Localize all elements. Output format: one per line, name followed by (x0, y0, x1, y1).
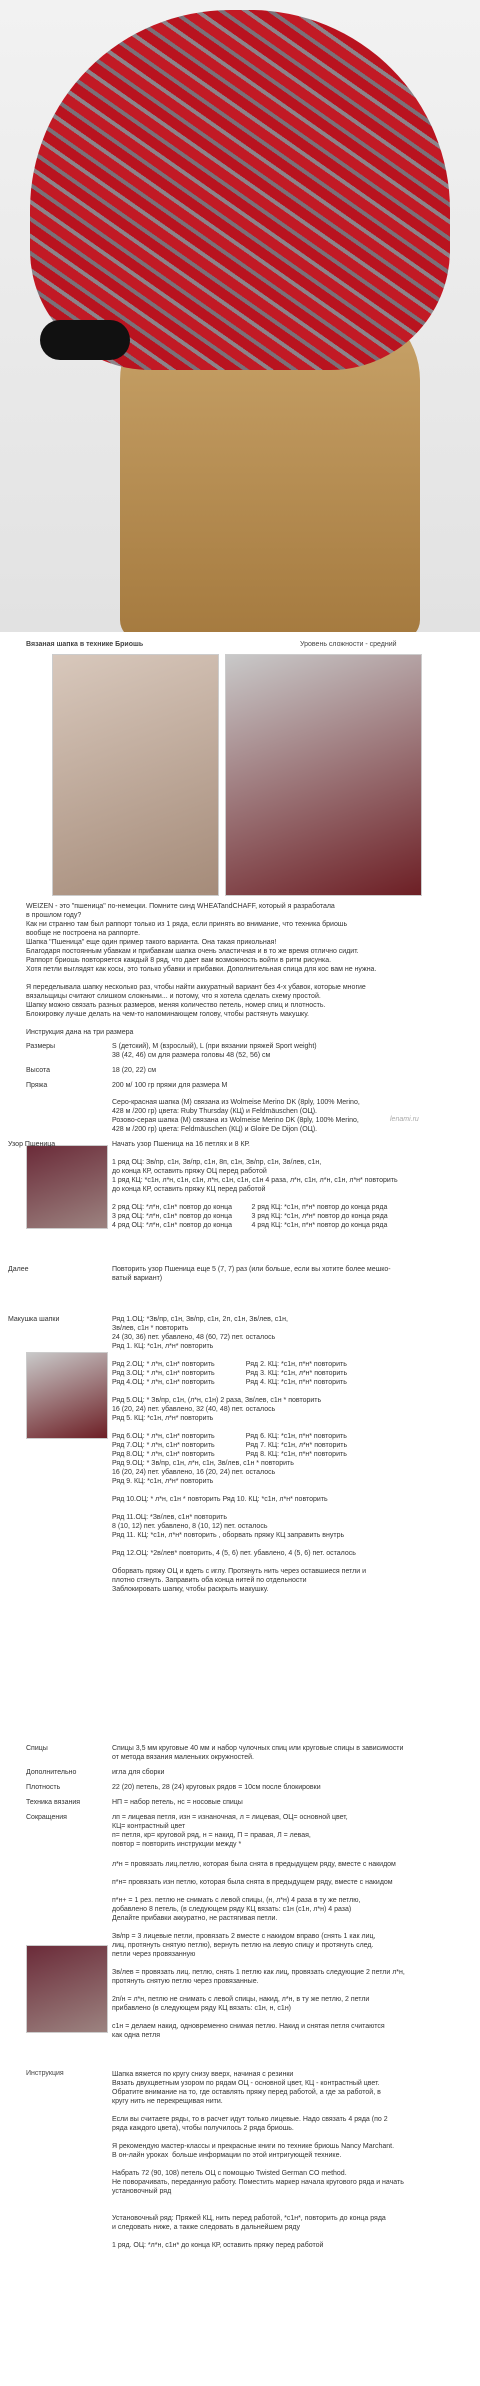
abbrev-line: прибавлено (в следующем ряду КЦ вязать: с1н, н, с1н) (112, 2005, 292, 2012)
intro (26, 902, 456, 1019)
instruction-line: Если вы считаете ряды, то в расчет идут только лицевые. Надо связать 4 ряда (по 2 (112, 2116, 388, 2123)
abbrev-line: Зв/пр = 3 лицевые петли, провязать 2 вместе с накидом вправо (снять 1 как лиц, (112, 1933, 376, 1940)
abbrev-line (112, 1959, 462, 1968)
instruction-line (112, 2196, 462, 2205)
abbrev-line (112, 1986, 462, 1995)
abbrev-line (112, 1923, 462, 1932)
abbrev (112, 1860, 462, 2040)
intro-line: Я переделывала шапку несколько раз, чтобы найти аккуратный вариант без 4-х убавок, которые многие (26, 984, 366, 991)
instruction-line (112, 2232, 462, 2241)
section-line: 24 (30, 36) пет. убавлено, 48 (60, 72) пет. осталось (112, 1334, 276, 1341)
yarn-line: Розово-серая шапка (М) связана из Wolmeise Merino DK (8ply, 100% Merino, (112, 1117, 359, 1124)
spec-key: Дополнительно (26, 1769, 77, 1776)
section-line (112, 1486, 462, 1495)
intro-line: в прошлом году? (26, 912, 82, 919)
abbrev-line: протянуть снятую петлю через провязанные. (112, 1978, 259, 1985)
hero-photo (0, 0, 480, 632)
spec-key: Плотность (26, 1784, 61, 1791)
spec-value: S (детский), M (взрослый), L (при вязании пряжей Sport weight) 38 (42, 46) см для размера головы 48 (52, 56) см (112, 1043, 317, 1059)
spec-row (26, 1783, 466, 1792)
spec-value: Спицы 3,5 мм круговые 40 мм и набор чулочных спиц или круговые спицы в зависимости от метода вязания маленьких окружностей. (112, 1745, 404, 1761)
instruction-line: установочный ряд (112, 2188, 172, 2195)
section-line: Ряд 1.ОЦ: *Зв/пр, с1н, Зв/пр, с1н, 2п, с1н, Зв/лев, с1н, (112, 1316, 288, 1323)
section-line (112, 1504, 462, 1513)
instruction-line (112, 2160, 462, 2169)
yarn-line: 428 м /200 гр) цвета: Feldmäuschen (КЦ) и Gloire De Dijon (ОЦ). (112, 1126, 318, 1133)
watermark: lenami.ru (390, 1116, 419, 1123)
intro-line: Как ни странно там был раппорт только из 1 ряда, если принять во внимание, что техника бриошь (26, 921, 348, 928)
section-line: Оборвать пряжу ОЦ и вдеть с иглу. Протянуть нить через оставшиеся петли и (112, 1568, 367, 1575)
spec-key: Высота (26, 1067, 51, 1074)
abbrev-line: л*н = провязать лиц.петлю, которая была снята в предыдущем ряду, вместе с накидом (112, 1861, 396, 1868)
section-label: Узор Пшеница (8, 1141, 56, 1148)
instruction-line: Набрать 72 (90, 108) петель ОЦ с помощью Twisted German CO method. (112, 2170, 347, 2177)
spec-value: 18 (20, 22) см (112, 1067, 157, 1074)
spec-key: Сокращения (26, 1814, 67, 1821)
spec-value: лп = лицевая петля, изн = изнаночная, л = лицевая, ОЦ= основной цвет, КЦ= контрастный цвет п= петля, кр= круговой ряд, н = накид, П = правая, Л = левая, повтор = повторить инструкции между * (112, 1814, 348, 1848)
section-line: Ряд 7.ОЦ: * л*н, с1н* повторить Ряд 7. КЦ: *с1н, л*н* повторить (112, 1442, 348, 1449)
photo-crown (26, 1352, 108, 1439)
section-line: Ряд 12.ОЦ: *2в/лев* повторить, 4 (5, 6) пет. убавлено, 4 (5, 6) пет. осталось (112, 1550, 356, 1557)
section-line: 16 (20, 24) пет. убавлено, 16 (20, 24) пет. осталось (112, 1469, 276, 1476)
abbrev-line: с1н = делаем накид, одновременно снимая петлю. Накид и снятая петля считаются (112, 2023, 385, 2030)
section-line (112, 1558, 462, 1567)
instruction-line: Обратите внимание на то, где оставлять пряжу перед работой, а где за работой, в (112, 2089, 381, 2096)
spec-key: Пряжа (26, 1082, 48, 1089)
photo-red-hat (225, 654, 422, 896)
instruction-line (112, 2106, 462, 2115)
abbrev-line: добавлено 8 петель, (в следующем ряду КЦ вязать: с1н (с1н, л*н) 4 раза) (112, 1906, 352, 1913)
section-line: Ряд 2.ОЦ: * л*н, с1н* повторить Ряд 2. КЦ: *с1н, п*н* повторить (112, 1361, 347, 1368)
section-line: Повторить узор Пшеница еще 5 (7, 7) раз (или больше, если вы хотите более мешко- (112, 1266, 391, 1273)
section-line: 3 ряд ОЦ: *л*н, с1н* повтор до конца 3 ряд КЦ: *с1н, л*н* повтор до конца ряда (112, 1213, 388, 1220)
instruction-line: ряда каждого цвета), чтобы получилось 2 ряда бриошь. (112, 2125, 294, 2132)
spec-value: 200 м/ 100 гр пряжи для размера M (112, 1082, 228, 1089)
abbrev-line: Делайте прибавки аккуратно, не растягивая петли. (112, 1915, 278, 1922)
section-line: ватый вариант) (112, 1275, 163, 1282)
instruction (112, 2070, 462, 2250)
spec-row (26, 1066, 456, 1075)
intro-line: Шапка "Пшеница" еще один пример такого варианта. Она такая прикольная! (26, 939, 277, 946)
section-line (112, 1351, 462, 1360)
instruction-line: Установочный ряд: Пряжей КЦ, нить перед работой, *с1н*, повторить до конца ряда (112, 2215, 386, 2222)
intro-line (26, 974, 456, 983)
section-line: плотно стянуть. Заправить оба конца нитей по отдельности (112, 1577, 307, 1584)
section-line: 1 ряд КЦ: *с1н, л*н, с1н, с1н, л*н, с1н, с1н, с1н 4 раза, л*н, с1н, л*н, с1н, л*н* повторить (112, 1177, 398, 1184)
spec-row (26, 1744, 466, 1762)
intro-line: Благодаря постоянным убавкам и прибавкам шапка очень эластичная и в то же время отлично сидит. (26, 948, 359, 955)
abbrev-line: Зв/лев = провязать лиц. петлю, снять 1 петлю как лиц, провязать следующие 2 петли л*н, (112, 1969, 405, 1976)
instruction-line (112, 2133, 462, 2142)
section-line (112, 1423, 462, 1432)
intro-line: Шапку можно связать разных размеров, меняя количество петель, номер спиц и плотность. (26, 1002, 326, 1009)
intro-line: вязальщицы считают слишком сложными... и потому, что я хотела сделать схему простой. (26, 993, 321, 1000)
spec-key: Техника вязания (26, 1799, 81, 1806)
instruction-line: кругу нить не перекрещивая нити. (112, 2098, 223, 2105)
section-line: Ряд 6.ОЦ: * л*н, с1н* повторить Ряд 6. КЦ: *с1н, п*н* повторить (112, 1433, 347, 1440)
intro-line: WEIZEN - это "пшеница" по-немецки. Помните синд WHEATandCHAFF, который я разработала (26, 903, 335, 910)
difficulty: Уровень сложности - средний (300, 641, 397, 648)
abbrev-line: п*н= провязать изн петлю, которая была снята в предыдущем ряду, вместе с накидом (112, 1879, 393, 1886)
knit-hat (30, 10, 450, 370)
section-line (112, 1387, 462, 1396)
instruction-line: В он-лайн уроках больше информации по этой интригующей технике. (112, 2152, 342, 2159)
instruction-line: Не поворачивать, переданную работу. Поместить маркер начала кругового ряда и начать (112, 2179, 404, 2186)
intro-line: Раппорт бриошь повторяется каждый 8 ряд, что дает вам возможность войти в ритм рисунка. (26, 957, 332, 964)
instruction-line: Шапка вяжется по кругу снизу вверх, начиная с резинки (112, 2071, 294, 2078)
spec-value: игла для сборки (112, 1769, 165, 1776)
abbrev-line (112, 2013, 462, 2022)
abbrev-line: лиц, протянуть снятую петлю), вернуть петлю на левую спицу и протянуть след. (112, 1942, 374, 1949)
abbrev-line (112, 1869, 462, 1878)
intro-line: Хотя петли выглядят как косы, это только убавки и прибавки. Дополнительная спица для кос вам не нужна. (26, 966, 377, 973)
section-line: до конца КР, оставить пряжу КЦ перед работой (112, 1186, 266, 1193)
intro-line: вообще не построена на раппорте. (26, 930, 141, 937)
section-line: 4 ряд ОЦ: *л*н, с1н* повтор до конца 4 ряд КЦ: *с1н, п*н* повтор до конца ряда (112, 1222, 388, 1229)
abbrev-line: петли через провязанную (112, 1951, 196, 1958)
spec-row (26, 1081, 456, 1090)
section-line: 2 ряд ОЦ: *л*н, с1н* повтор до конца 2 ряд КЦ: *с1н, п*н* повтор до конца ряда (112, 1204, 388, 1211)
section-line: Ряд 11. КЦ: *с1н, л*н* повторить , оборвать пряжу КЦ заправить внутрь (112, 1532, 345, 1539)
abbrev-line: 2п/н = л*н, петлю не снимать с левой спицы, накид, л*н, в ту же петлю, 2 петли (112, 1996, 370, 2003)
section-line: Ряд 1. КЦ: *с1н, л*н* повторить (112, 1343, 214, 1350)
spec-row (26, 1798, 466, 1807)
section-label: Макушка шапки (8, 1316, 60, 1323)
abbrev-line: п*н+ = 1 рез. петлю не снимать с левой спицы, (н, л*н) 4 раза в ту же петлю, (112, 1897, 361, 1904)
section-line: Ряд 5.ОЦ: * Зв/пр, с1н, (л*н, с1н) 2 раза, Зв/лев, с1н * повторить (112, 1397, 322, 1404)
page-title: Вязаная шапка в технике Бриошь (26, 641, 144, 648)
section-line: Ряд 10.ОЦ: * л*н, с1н * повторить Ряд 10. КЦ: *с1н, л*н* повторить (112, 1496, 328, 1503)
specs-2 (26, 1744, 466, 1855)
section-line: Ряд 5. КЦ: *с1н, л*н* повторить (112, 1415, 214, 1422)
instruction-line (112, 2205, 462, 2214)
section-line: Ряд 8.ОЦ: * л*н, с1н* повторить Ряд 8. КЦ: *с1н, п*н* повторить (112, 1451, 347, 1458)
section-line: Ряд 11.ОЦ: *Зв/лев, с1н* повторить (112, 1514, 228, 1521)
abbrev-line (112, 1887, 462, 1896)
section-line: Начать узор Пшеница на 16 петлях и 8 КР. (112, 1141, 250, 1148)
section-line (112, 1194, 462, 1203)
section-line: Ряд 9. КЦ: *с1н, л*н* повторить (112, 1478, 214, 1485)
section-line: 1 ряд ОЦ: Зв/пр, с1н, Зв/пр, с1н, 8п, с1н, Зв/пр, с1н, Зв/лев, с1н, (112, 1159, 322, 1166)
instruction-line: и следовать ниже, а также следовать в дальнейшем ряду (112, 2224, 300, 2231)
spec-value: 22 (20) петель, 28 (24) круговых рядов = 10см после блокировки (112, 1784, 321, 1791)
spec-row (26, 1813, 466, 1849)
section-line: до конца КР, оставить пряжу ОЦ перед работой (112, 1168, 267, 1175)
section-label: Далее (8, 1266, 29, 1273)
instruction-line: Я рекомендую мастер-классы и прекрасные книги по технике бриошь Nancy Marchant. (112, 2143, 395, 2150)
abbrev-line: как одна петля (112, 2032, 161, 2039)
section-line: Заблокировать шапку, чтобы раскрыть макушку. (112, 1586, 269, 1593)
spec-row (26, 1768, 466, 1777)
photo-pattern (26, 1145, 108, 1229)
photo-hat-2 (26, 1945, 108, 2033)
spec-key: Спицы (26, 1745, 48, 1752)
instruction-line: 1 ряд. ОЦ: *л*н, с1н* до конца КР, оставить пряжу перед работой (112, 2242, 324, 2249)
spec-row (26, 1042, 456, 1060)
sunglasses (40, 320, 130, 360)
section-line: Ряд 4.ОЦ: * л*н, с1н* повторить Ряд 4. КЦ: *с1н, п*н* повторить (112, 1379, 347, 1386)
yarn-line: Серо-красная шапка (М) связана из Wolmeise Merino DK (8ply, 100% Merino, (112, 1099, 360, 1106)
section-line: Зв/лев, с1н * повторить (112, 1325, 189, 1332)
section-line (112, 1540, 462, 1549)
sizes-header: Инструкция дана на три размера (26, 1029, 134, 1036)
yarn-line: 428 м /200 гр) цвета: Ruby Thursday (КЦ) и Feldmäuschen (ОЦ). (112, 1108, 317, 1115)
instruction-line: Вязать двухцветным узором по рядам ОЦ - основной цвет, КЦ - контрастный цвет. (112, 2080, 380, 2087)
section-line: Ряд 9.ОЦ: * Зв/пр, с1н, л*н, с1н, Зв/лев, с1н * повторить (112, 1460, 294, 1467)
section-line (112, 1149, 462, 1158)
intro-line: Блокировку лучше делать на чем-то напоминающем голову, чтобы растянуть макушку. (26, 1011, 309, 1018)
photo-pink-hat (52, 654, 219, 896)
instruction-label: Инструкция (26, 2070, 64, 2077)
spec-key: Размеры (26, 1043, 56, 1050)
specs (26, 1042, 456, 1096)
section-line: Ряд 3.ОЦ: * л*н, с1н* повторить Ряд 3. КЦ: *с1н, л*н* повторить (112, 1370, 348, 1377)
section-line: 16 (20, 24) пет. убавлено, 32 (40, 48) пет. осталось (112, 1406, 276, 1413)
section-line: 8 (10, 12) пет. убавлено, 8 (10, 12) пет. осталось (112, 1523, 268, 1530)
spec-value: НП = набор петель, нс = носовые спицы (112, 1799, 243, 1806)
